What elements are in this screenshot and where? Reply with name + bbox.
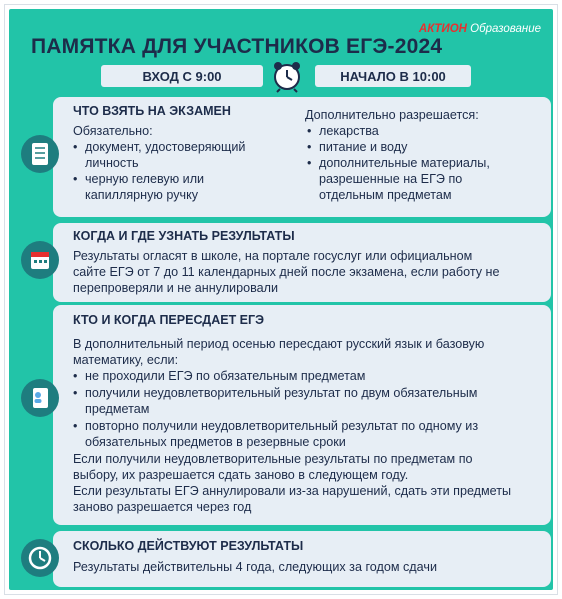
validity-text: Результаты действительны 4 года, следующих за годом сдачи (73, 560, 437, 574)
required-item-cont: личность (85, 156, 139, 170)
alarm-clock-icon (267, 58, 307, 94)
retake-after-line: выбору, их разрешается сдать заново в следующем году. (73, 468, 409, 482)
brand-rest: Образование (470, 23, 541, 35)
retake-item: • повторно получили неудовлетворительный результат по одному из (85, 418, 478, 434)
results-when-line: сайте ЕГЭ от 7 до 11 календарных дней после экзамена, если работу не (73, 265, 500, 279)
page-title: ПАМЯТКА ДЛЯ УЧАСТНИКОВ ЕГЭ-2024 (31, 35, 443, 58)
retake-intro-line: В дополнительный период осенью пересдают русский язык и базовую (73, 337, 485, 351)
green-frame (9, 9, 553, 590)
start-time: НАЧАЛО В 10:00 (315, 65, 471, 87)
document-person-icon (21, 379, 59, 417)
results-when-line: Результаты огласят в школе, на портале госуслуг или официальном (73, 249, 473, 263)
brand-logo (419, 23, 541, 35)
extra-label: Дополнительно разрешается: (305, 108, 479, 122)
retake-after-line: заново разрешается через год (73, 500, 252, 514)
validity-title: СКОЛЬКО ДЕЙСТВУЮТ РЕЗУЛЬТАТЫ (73, 539, 304, 553)
entry-time: ВХОД С 9:00 (101, 65, 263, 87)
extra-item-cont: отдельным предметам (319, 188, 452, 202)
infographic-page (4, 4, 558, 595)
retake-after-line: Если получили неудовлетворительные результаты по предметам по (73, 452, 473, 466)
extra-item-cont: разрешенные на ЕГЭ по (319, 172, 463, 186)
retake-item: • получили неудовлетворительный результат по двум обязательным (85, 385, 477, 401)
retake-item-cont: обязательных предметов в резервные сроки (85, 435, 346, 449)
required-item: • черную гелевую или (85, 171, 204, 187)
checklist-icon (21, 135, 59, 173)
validity-card (53, 531, 551, 587)
what-to-take-title: ЧТО ВЗЯТЬ НА ЭКЗАМЕН (73, 104, 231, 118)
retake-after-line: Если результаты ЕГЭ аннулировали из-за нарушений, сдать эти предметы (73, 484, 512, 498)
results-when-card (53, 223, 551, 302)
extra-item: • дополнительные материалы, (319, 155, 490, 171)
retake-item-cont: предметам (85, 402, 150, 416)
retake-item: • не проходили ЕГЭ по обязательным предметам (85, 368, 365, 384)
extra-item: • питание и воду (319, 139, 407, 155)
results-when-title: КОГДА И ГДЕ УЗНАТЬ РЕЗУЛЬТАТЫ (73, 229, 295, 243)
retake-title: КТО И КОГДА ПЕРЕСДАЕТ ЕГЭ (73, 313, 265, 327)
required-item: • документ, удостоверяющий (85, 139, 245, 155)
extra-item: • лекарства (319, 123, 379, 139)
required-item-cont: капиллярную ручку (85, 188, 199, 202)
results-when-line: перепроверяли и не аннулировали (73, 281, 279, 295)
calendar-icon (21, 241, 59, 279)
required-label: Обязательно: (73, 124, 153, 138)
clock-arrow-icon (21, 539, 59, 577)
what-to-take-card (53, 97, 551, 217)
retake-card (53, 305, 551, 525)
brand-accent: АКТИОН (418, 23, 467, 35)
retake-intro-line: математику, если: (73, 353, 179, 367)
